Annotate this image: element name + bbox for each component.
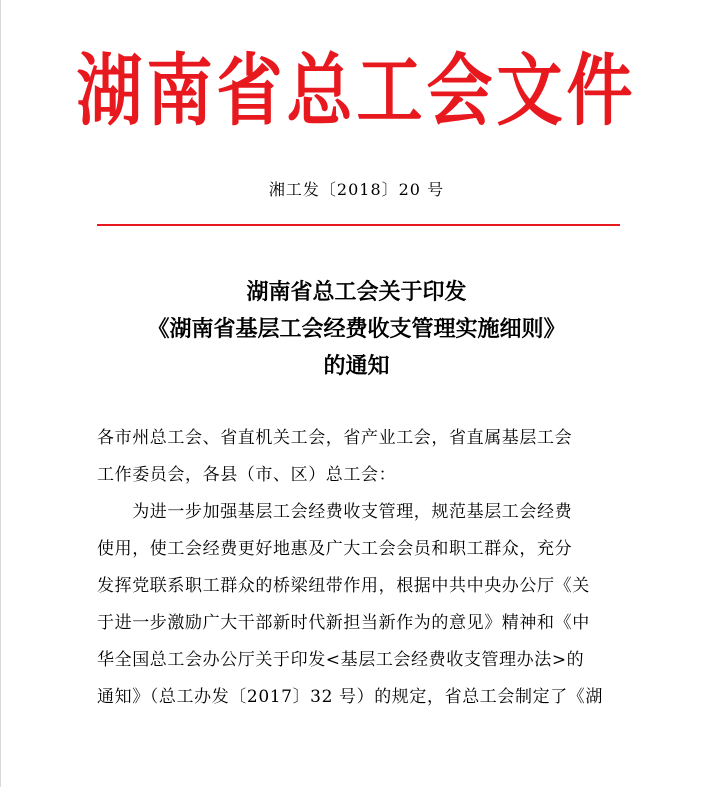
notice-title-line: 《湖南省基层工会经费收支管理实施细则》 <box>147 316 566 342</box>
body-line: 使用，使工会经费更好地惠及广大工会会员和职工群众，充分 <box>97 539 573 559</box>
body-line: 华全国总工会办公厅关于印发<基层工会经费收支管理办法>的 <box>97 650 585 670</box>
notice-title-line: 的通知 <box>323 353 390 379</box>
notice-title <box>0 274 713 385</box>
body-line: 各市州总工会、省直机关工会，省产业工会，省直属基层工会 <box>97 428 573 448</box>
document-number: 湘工发〔2018〕20 号 <box>268 180 445 199</box>
body-line: 于进一步激励广大干部新时代新担当新作为的意见》精神和《中 <box>97 613 590 633</box>
body-line: 为进一步加强基层工会经费收支管理，规范基层工会经费 <box>97 502 573 522</box>
body-line: 通知》（总工办发〔2017〕32 号）的规定，省总工会制定了《湖 <box>97 687 603 707</box>
document-masthead: 湖南省总工会文件 <box>76 44 637 137</box>
notice-title-line: 湖南省总工会关于印发 <box>246 279 467 305</box>
red-divider-rule <box>97 224 620 226</box>
body-line: 发挥党联系职工群众的桥梁纽带作用，根据中共中央办公厅《关 <box>97 576 590 596</box>
body-line: 工作委员会，各县（市、区）总工会： <box>97 465 397 485</box>
notice-body <box>97 420 620 716</box>
